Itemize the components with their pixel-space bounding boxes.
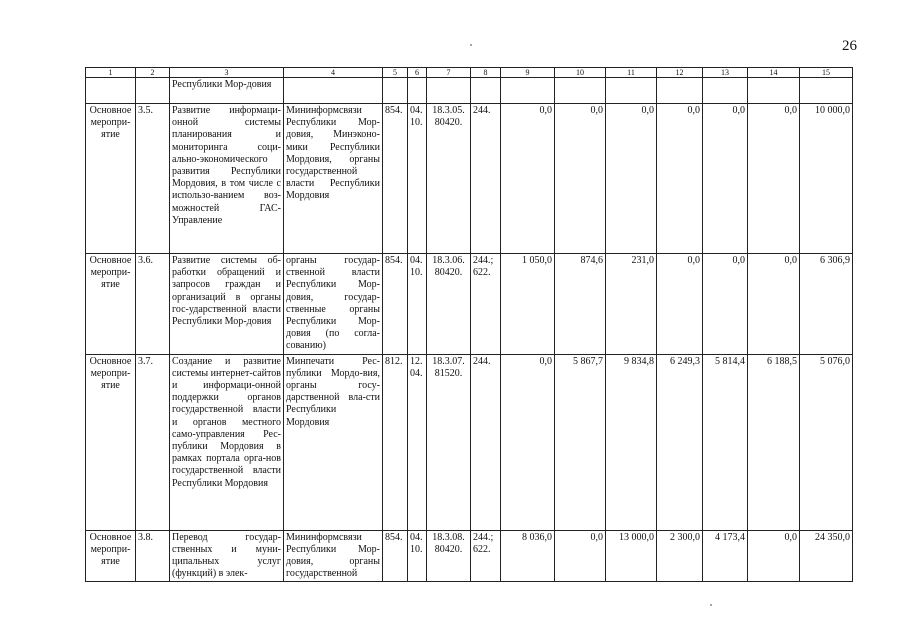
amount-cell: 8 036,0: [501, 530, 555, 582]
amount-cell: 0,0: [748, 530, 800, 582]
executor-cell: Минпечати Рес-публики Мордо-вия, органы госу-дарственной вла-сти Республики Мордовия: [284, 354, 383, 530]
measure-name-cell: Перевод государ-ственных и муни-ципальных услуг (функций) в элек-: [170, 530, 284, 582]
expense-type-cell: 244.; 622.: [471, 254, 501, 355]
header-cell: 11: [606, 68, 657, 78]
amount-cell: 0,0: [555, 530, 606, 582]
amount-cell: 4 173,4: [703, 530, 748, 582]
column-number-row: [86, 68, 853, 78]
scan-speck: [470, 44, 472, 46]
amount-cell: 0,0: [703, 104, 748, 254]
page-number: 26: [842, 38, 857, 54]
measure-type-cell: Основное меропри-ятие: [86, 530, 136, 582]
table-cell: [427, 78, 471, 104]
measure-name-cell: Создание и развитие системы интернет-сайтов и информаци-онной поддержки органов государственной власти и органов местного само-управления Рес-публики Мордовия в рамках портала орга-нов государственной власти Республики Мордовия: [170, 354, 284, 530]
header-cell: 13: [703, 68, 748, 78]
amount-cell: 0,0: [703, 254, 748, 355]
target-article-cell: 18.3.08. 80420.: [427, 530, 471, 582]
section-code-cell: 04. 10.: [408, 104, 427, 254]
header-cell: 14: [748, 68, 800, 78]
header-cell: 3: [170, 68, 284, 78]
table-cell: [555, 78, 606, 104]
table-row-3-7: [86, 354, 853, 530]
amount-cell: 6 188,5: [748, 354, 800, 530]
header-cell: 8: [471, 68, 501, 78]
target-article-cell: 18.3.07. 81520.: [427, 354, 471, 530]
table-row-3-6: [86, 254, 853, 355]
amount-cell: 2 300,0: [657, 530, 703, 582]
grbs-code-cell: 854.: [383, 530, 408, 582]
measure-type-cell: Основное меропри-ятие: [86, 104, 136, 254]
measure-number-cell: 3.8.: [136, 530, 170, 582]
measure-number-cell: 3.5.: [136, 104, 170, 254]
header-cell: 5: [383, 68, 408, 78]
amount-cell: 0,0: [501, 104, 555, 254]
measure-type-cell: Основное меропри-ятие: [86, 354, 136, 530]
amount-cell: 13 000,0: [606, 530, 657, 582]
expense-type-cell: 244.: [471, 104, 501, 254]
table-cell: [657, 78, 703, 104]
section-code-cell: 04. 10.: [408, 254, 427, 355]
amount-cell: 6 249,3: [657, 354, 703, 530]
amount-cell: 5 076,0: [800, 354, 853, 530]
measure-name-cell: Республики Мор-довия: [170, 78, 284, 104]
amount-cell: 5 867,7: [555, 354, 606, 530]
table-cell: [284, 78, 383, 104]
table-cell: [86, 78, 136, 104]
measure-name-cell: Развитие информаци-онной системы планирования и мониторинга соци-ально-экономического развития Республики Мордовия, в том числе с использо-ванием воз-можностей ГАС-Управление: [170, 104, 284, 254]
table-cell: [606, 78, 657, 104]
header-cell: 12: [657, 68, 703, 78]
continuation-row: [86, 78, 853, 104]
amount-cell: 0,0: [501, 354, 555, 530]
grbs-code-cell: 812.: [383, 354, 408, 530]
executor-cell: органы государ-ственной власти Республики Мор-довия, государ-ственные органы Республики Мор-довия (по согла-сованию): [284, 254, 383, 355]
measure-number-cell: 3.7.: [136, 354, 170, 530]
executor-cell: Мининформсвязи Республики Мор-довия, Минэконо-мики Республики Мордовия, органы государственной власти Республики Мордовия: [284, 104, 383, 254]
measure-type-cell: Основное меропри-ятие: [86, 254, 136, 355]
table-row-3-5: [86, 104, 853, 254]
table-cell: [471, 78, 501, 104]
program-table: [85, 67, 853, 582]
table-cell: [800, 78, 853, 104]
expense-type-cell: 244.; 622.: [471, 530, 501, 582]
table-cell: [748, 78, 800, 104]
scan-speck: [710, 604, 712, 606]
amount-cell: 0,0: [555, 104, 606, 254]
amount-cell: 874,6: [555, 254, 606, 355]
table-cell: [408, 78, 427, 104]
target-article-cell: 18.3.06. 80420.: [427, 254, 471, 355]
amount-cell: 6 306,9: [800, 254, 853, 355]
amount-cell: 231,0: [606, 254, 657, 355]
table-row-3-8: [86, 530, 853, 582]
section-code-cell: 12. 04.: [408, 354, 427, 530]
header-cell: 1: [86, 68, 136, 78]
amount-cell: 24 350,0: [800, 530, 853, 582]
grbs-code-cell: 854.: [383, 254, 408, 355]
header-cell: 4: [284, 68, 383, 78]
amount-cell: 0,0: [657, 104, 703, 254]
header-cell: 6: [408, 68, 427, 78]
table-cell: [703, 78, 748, 104]
expense-type-cell: 244.: [471, 354, 501, 530]
amount-cell: 0,0: [748, 104, 800, 254]
table-cell: [383, 78, 408, 104]
amount-cell: 0,0: [606, 104, 657, 254]
header-cell: 2: [136, 68, 170, 78]
grbs-code-cell: 854.: [383, 104, 408, 254]
amount-cell: 0,0: [748, 254, 800, 355]
table-cell: [501, 78, 555, 104]
target-article-cell: 18.3.05. 80420.: [427, 104, 471, 254]
executor-cell: Мининформсвязи Республики Мор-довия, органы государственной: [284, 530, 383, 582]
amount-cell: 5 814,4: [703, 354, 748, 530]
section-code-cell: 04. 10.: [408, 530, 427, 582]
amount-cell: 0,0: [657, 254, 703, 355]
amount-cell: 10 000,0: [800, 104, 853, 254]
measure-name-cell: Развитие системы об-работки обращений и запросов граждан и организаций в органы гос-ударственной власти Республики Мор-довия: [170, 254, 284, 355]
header-cell: 10: [555, 68, 606, 78]
measure-number-cell: 3.6.: [136, 254, 170, 355]
header-cell: 7: [427, 68, 471, 78]
amount-cell: 9 834,8: [606, 354, 657, 530]
header-cell: 9: [501, 68, 555, 78]
table-cell: [136, 78, 170, 104]
header-cell: 15: [800, 68, 853, 78]
amount-cell: 1 050,0: [501, 254, 555, 355]
